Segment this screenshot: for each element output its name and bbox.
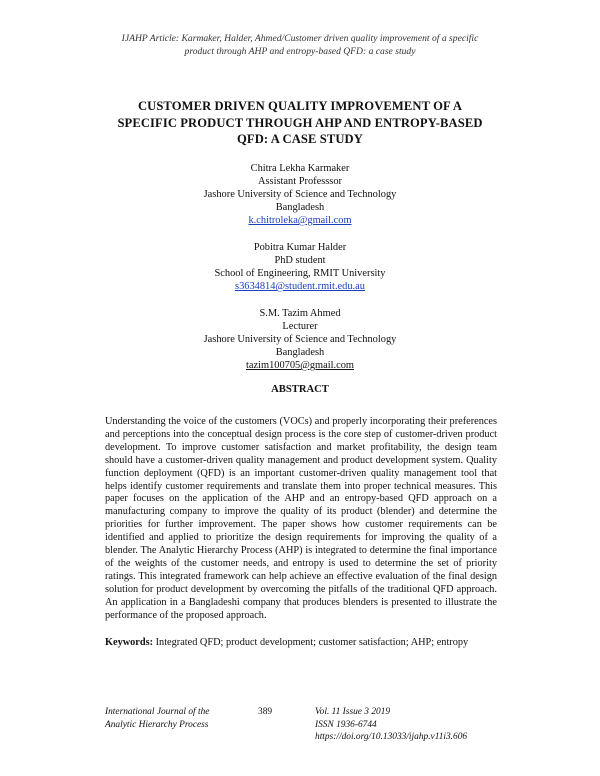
author-affiliation: Jashore University of Science and Technology xyxy=(203,334,397,345)
footer-issn: ISSN 1936-6744 xyxy=(315,719,377,730)
author-block xyxy=(100,307,500,372)
footer-volume: Vol. 11 Issue 3 2019 xyxy=(315,707,391,717)
author-country: Bangladesh xyxy=(275,347,325,358)
footer-doi-link[interactable]: https://doi.org/10.13033/ijahp.v11i3.606 xyxy=(315,732,468,742)
footer-journal xyxy=(105,706,255,731)
author-country: Bangladesh xyxy=(275,202,325,213)
running-head-line2: product through AHP and entropy-based QFD: a case study xyxy=(184,46,416,57)
keywords-text: Integrated QFD; product development; customer satisfaction; AHP; entropy xyxy=(153,637,469,648)
author-email-link[interactable]: s3634814@student.rmit.edu.au xyxy=(235,281,365,292)
title-line3: QFD: A CASE STUDY xyxy=(237,132,363,146)
footer-journal-line2: Analytic Hierarchy Process xyxy=(105,719,209,730)
title-line2: SPECIFIC PRODUCT THROUGH AHP AND ENTROPY-BASED xyxy=(117,115,483,130)
running-head-line1: IJAHP Article: Karmaker, Halder, Ahmed/Customer driven quality improvement of a specific xyxy=(121,33,479,44)
author-name: Pobitra Kumar Halder xyxy=(253,242,347,253)
author-affiliation: School of Engineering, RMIT University xyxy=(214,268,386,279)
page-number: 389 xyxy=(258,707,273,717)
author-position: PhD student xyxy=(274,255,326,266)
author-position: Assistant Professsor xyxy=(258,176,342,187)
author-list xyxy=(100,162,500,386)
keywords-label: Keywords: xyxy=(105,637,154,648)
abstract-heading: ABSTRACT xyxy=(271,384,329,395)
author-position: Lecturer xyxy=(282,321,318,332)
footer-publication-info xyxy=(315,706,515,744)
abstract-text: Understanding the voice of the customers (VOCs) and properly incorporating their preferences and perceptions into the conceptual design process is the core step of customer-driven product development. To improve customer satisfaction and market profitability, the design team should have a customer-driven quality management and product development system. Quality function deployment (QFD) is an important customer-driven quality management tool that helps identify customer requirements and translate them into proper technical measures. This paper focuses on the application of the AHP and an entropy-based QFD approach on a manufacturing company to improve the quality of its product (blender) and determine the priorities for further improvement. The paper shows how customer requirements can be identified and applied to prioritize the design requirements for improving the quality of a blender. The Analytic Hierarchy Process (AHP) is integrated to determine the final importance of the weights of the customer needs, and entropy is used to determine the set of priority ratings. This integrated framework can help achieve an effective evaluation of the final design solution for product development by overcoming the pitfalls of the traditional QFD approach. An application in a Bangladeshi company that produces blenders is presented to illustrate the performance of the proposed approach. xyxy=(105,416,497,621)
author-name: S.M. Tazim Ahmed xyxy=(259,308,341,319)
author-block xyxy=(100,241,500,293)
author-email-link[interactable]: k.chitroleka@gmail.com xyxy=(248,215,352,226)
footer-journal-line1: International Journal of the xyxy=(105,707,210,717)
author-email-link[interactable]: tazim100705@gmail.com xyxy=(246,360,354,371)
running-head xyxy=(60,32,540,58)
author-name: Chitra Lekha Karmaker xyxy=(250,163,350,174)
author-block xyxy=(100,162,500,227)
title-line1: CUSTOMER DRIVEN QUALITY IMPROVEMENT OF A xyxy=(137,99,463,113)
author-affiliation: Jashore University of Science and Technology xyxy=(203,189,397,200)
paper-title xyxy=(80,98,520,148)
keywords xyxy=(105,636,505,649)
